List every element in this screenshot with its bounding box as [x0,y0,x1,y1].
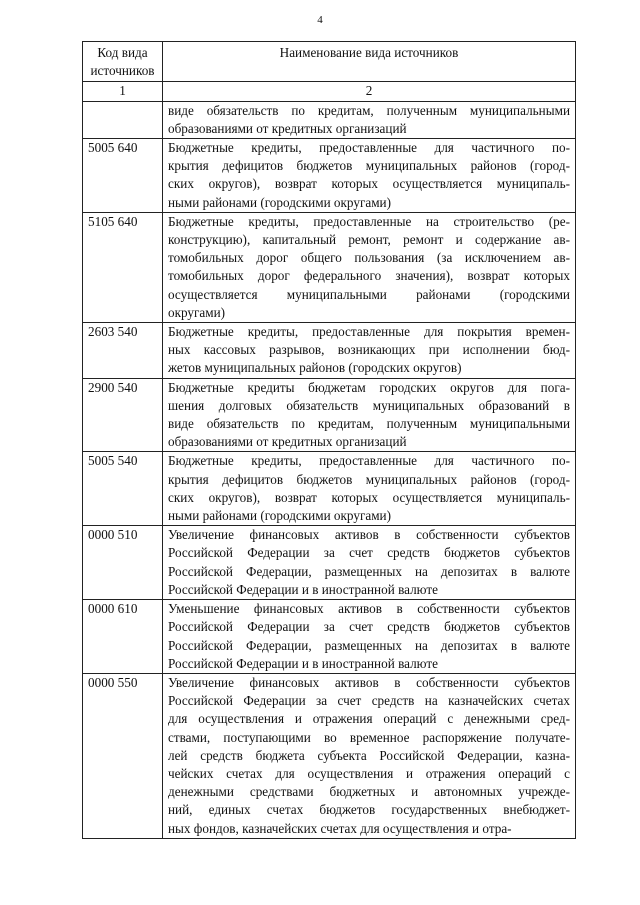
description-line: Увеличение финансовых активов в собственности субъектов [168,527,570,543]
description-line: для осуществления и отражения операций с денежными сред- [168,711,570,727]
source-description [163,673,576,838]
table-row [83,452,576,526]
source-description [163,526,576,600]
source-code: 2603 540 [83,323,163,379]
description-line: ских округов), возврат которых осуществляется муниципаль- [168,489,570,505]
table-header-row [83,42,576,82]
table-row [83,323,576,379]
header-code-line: Код вида [97,45,148,60]
description-line: виде обязательств по кредитам, полученным муниципальными [168,416,570,432]
description-line: томобильных дорог общего пользования (за исключением ав- [168,250,570,266]
description-line: ных фондов, казначейских счетах для осуществления и отра- [168,820,512,836]
table-row [83,378,576,452]
description-line: Бюджетные кредиты, предоставленные для частичного по- [168,453,570,469]
source-code: 0000 510 [83,526,163,600]
description-line: образованиями от кредитных организаций [168,120,407,136]
column-number-row [83,82,576,101]
description-line: округами) [168,304,226,320]
source-description [163,378,576,452]
description-line: ний, единых счетах бюджетов государственных внебюджет- [168,802,570,818]
description-line: виде обязательств по кредитам, полученным муниципальными [168,102,570,118]
table-row [83,673,576,838]
description-line: Бюджетные кредиты, предоставленные для частичного по- [168,140,570,156]
description-line: Российской Федерации за счет средств бюджетов субъектов [168,545,570,561]
description-line: Бюджетные кредиты, предоставленные на строительство (ре- [168,213,570,229]
description-line: Бюджетные кредиты бюджетам городских округов для пога- [168,379,570,395]
description-line: ными районами (городскими округами) [168,194,391,210]
source-description [163,600,576,674]
description-line: Российской Федерации, размещенных на депозитах в валюте [168,563,570,579]
source-code: 5105 640 [83,212,163,322]
source-code: 0000 550 [83,673,163,838]
source-description [163,101,576,138]
header-code [83,42,163,82]
description-line: ствами, поступающими во временное распоряжение получате- [168,729,570,745]
column-number: 1 [83,82,163,101]
description-line: денежными средствами бюджетных и автономных учрежде- [168,784,570,800]
description-line: ских округов), возврат которых осуществляется муниципаль- [168,176,570,192]
description-line: Российской Федерации за счет средств на казначейских счетах [168,693,570,709]
description-line: осуществляется муниципальными районами (городскими [168,286,570,302]
description-line: конструкцию), капитальный ремонт, ремонт и содержание ав- [168,232,570,248]
source-code: 5005 540 [83,452,163,526]
column-number: 2 [163,82,576,101]
table-row [83,526,576,600]
header-code-line: источников [90,63,155,79]
source-description [163,323,576,379]
description-line: томобильных дорог федерального значения), возврат которых [168,268,570,284]
description-line: Российской Федерации, размещенных на депозитах в валюте [168,637,570,653]
description-line: ных кассовых разрывов, возникающих при исполнении бюд- [168,342,570,358]
description-line: жетов муниципальных районов (городских округов) [168,360,462,376]
description-line: чейских счетах для осуществления и отражения операций с [168,765,570,781]
description-line: шения долговых обязательств муниципальных образований в [168,397,570,413]
description-line: Бюджетные кредиты, предоставленные для покрытия времен- [168,324,570,340]
description-line: лей средств бюджета субъекта Российской Федерации, казна- [168,747,570,763]
description-line: Российской Федерации и в иностранной валюте [168,581,438,597]
description-line: Уменьшение финансовых активов в собственности субъектов [168,601,570,617]
description-line: Российской Федерации за счет средств бюджетов субъектов [168,619,570,635]
description-line: Российской Федерации и в иностранной валюте [168,655,438,671]
source-description [163,139,576,213]
source-code: 2900 540 [83,378,163,452]
table-body [83,101,576,838]
source-description [163,212,576,322]
description-line: крытия дефицитов бюджетов муниципальных районов (город- [168,471,570,487]
table-row [83,600,576,674]
description-line: ными районами (городскими округами) [168,508,391,524]
table-row [83,101,576,138]
source-code: 5005 640 [83,139,163,213]
description-line: образованиями от кредитных организаций [168,434,407,450]
table-row [83,212,576,322]
description-line: Увеличение финансовых активов в собственности субъектов [168,674,570,690]
page-number: 4 [317,14,323,26]
description-line: крытия дефицитов бюджетов муниципальных районов (город- [168,158,570,174]
source-code [83,101,163,138]
source-description [163,452,576,526]
header-name [163,42,576,82]
source-code: 0000 610 [83,600,163,674]
table-row [83,139,576,213]
header-name-line: Наименование вида источников [279,45,459,60]
sources-table [82,41,576,839]
